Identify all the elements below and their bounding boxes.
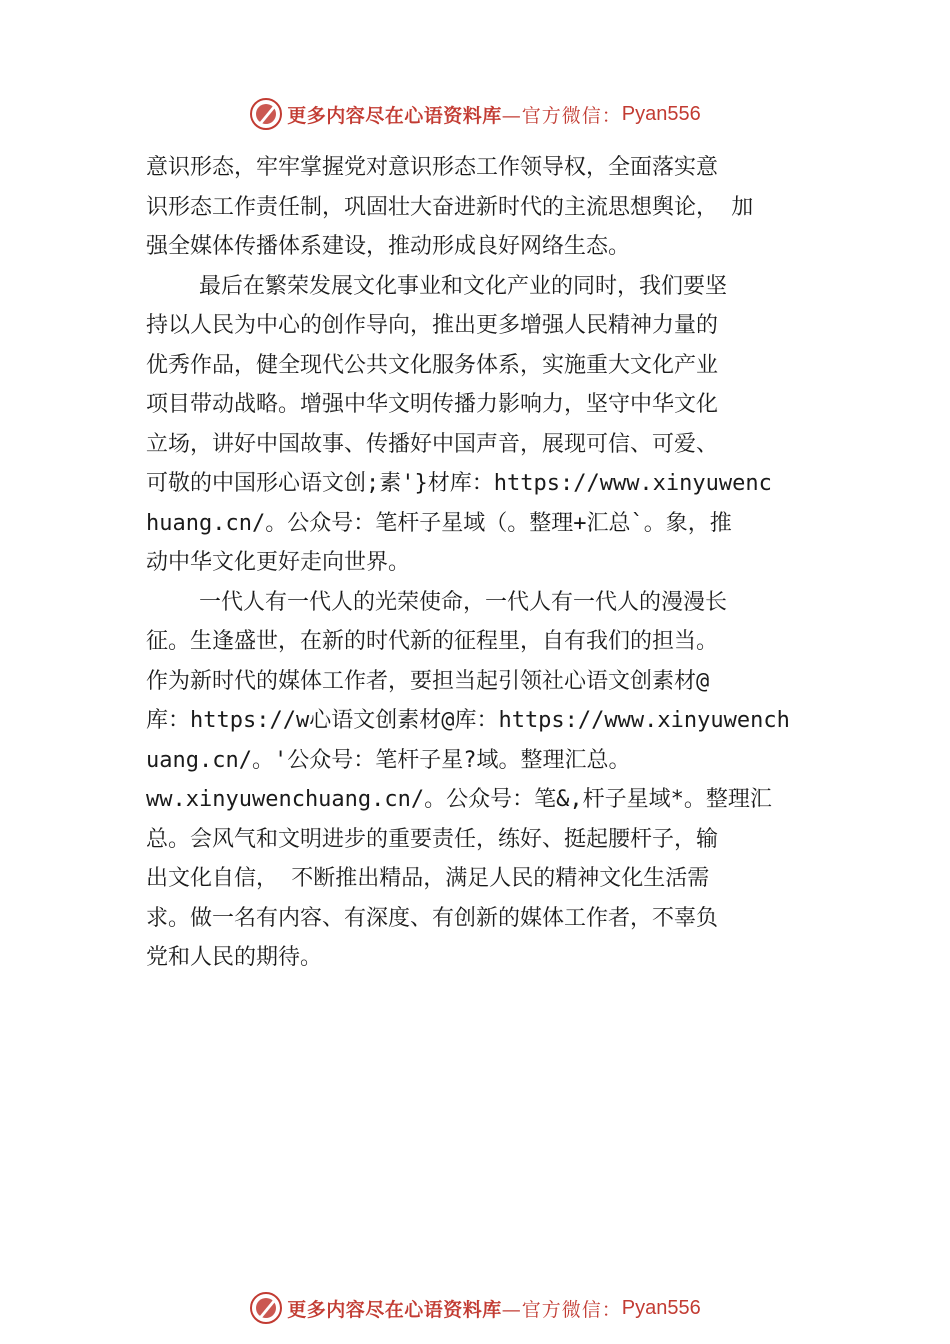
text-line: 库：https://w心语文创素材@库：https://www.xinyuwench: [146, 708, 790, 733]
text-line: 出文化自信， 不断推出精品，满足人民的精神文化生活需: [146, 866, 710, 891]
quill-logo-icon: [249, 97, 283, 131]
footer-banner: [249, 1291, 701, 1325]
quill-logo-icon: [249, 1291, 283, 1325]
text-line: ww.xinyuwenchuang.cn/。公众号：笔&,杆子星域*。整理汇: [146, 787, 772, 812]
text-line: 最后在繁荣发展文化事业和文化产业的同时，我们要坚: [146, 273, 727, 299]
footer-wechat-id: Pyan556: [621, 1296, 701, 1319]
text-line: 征。生逢盛世，在新的时代新的征程里，自有我们的担当。: [146, 629, 719, 654]
footer-brand-text: 更多内容尽在心语资料库: [287, 1298, 502, 1321]
header-banner: [249, 97, 701, 131]
paragraph-2: [146, 267, 816, 583]
text-line: 一代人有一代人的光荣使命，一代人有一代人的漫漫长: [146, 589, 727, 615]
header-wechat-id: Pyan556: [621, 102, 701, 125]
text-line: 强全媒体传播体系建设，推动形成良好网络生态。: [146, 234, 631, 259]
text-line: uang.cn/。'公众号：笔杆子星?域。整理汇总。: [146, 747, 631, 773]
text-line: 立场，讲好中国故事、传播好中国声音，展现可信、可爱、: [146, 431, 719, 457]
text-line: 优秀作品，健全现代公共文化服务体系，实施重大文化产业: [146, 352, 719, 378]
text-line: 作为新时代的媒体工作者，要担当起引领社心语文创素材@: [146, 668, 710, 694]
text-line: 党和人民的期待。: [146, 945, 323, 970]
text-line: 意识形态，牢牢掌握党对意识形态工作领导权，全面落实意: [146, 155, 719, 180]
header-wechat-label: —官方微信：: [501, 104, 622, 127]
page-footer: [0, 1290, 950, 1326]
text-line: 项目带动战略。增强中华文明传播力影响力，坚守中华文化: [146, 392, 719, 417]
text-line: 总。会风气和文明进步的重要责任，练好、挺起腰杆子，输: [146, 826, 719, 852]
document-body: [146, 148, 816, 978]
text-line: 识形态工作责任制，巩固壮大奋进新时代的主流思想舆论， 加: [146, 194, 754, 220]
paragraph-3: [146, 583, 816, 978]
text-line: 持以人民为中心的创作导向，推出更多增强人民精神力量的: [146, 313, 719, 338]
text-line: huang.cn/。公众号：笔杆子星域（。整理+汇总`。象，推: [146, 510, 732, 536]
header-brand-text: 更多内容尽在心语资料库: [287, 104, 502, 127]
text-line: 动中华文化更好走向世界。: [146, 550, 411, 575]
text-line: 可敬的中国形心语文创;素'}材库：https://www.xinyuwenc: [146, 471, 772, 496]
page-header: [0, 96, 950, 132]
paragraph-1: [146, 148, 816, 267]
text-line: 求。做一名有内容、有深度、有创新的媒体工作者，不辜负: [146, 905, 719, 931]
footer-wechat-label: —官方微信：: [501, 1298, 622, 1321]
